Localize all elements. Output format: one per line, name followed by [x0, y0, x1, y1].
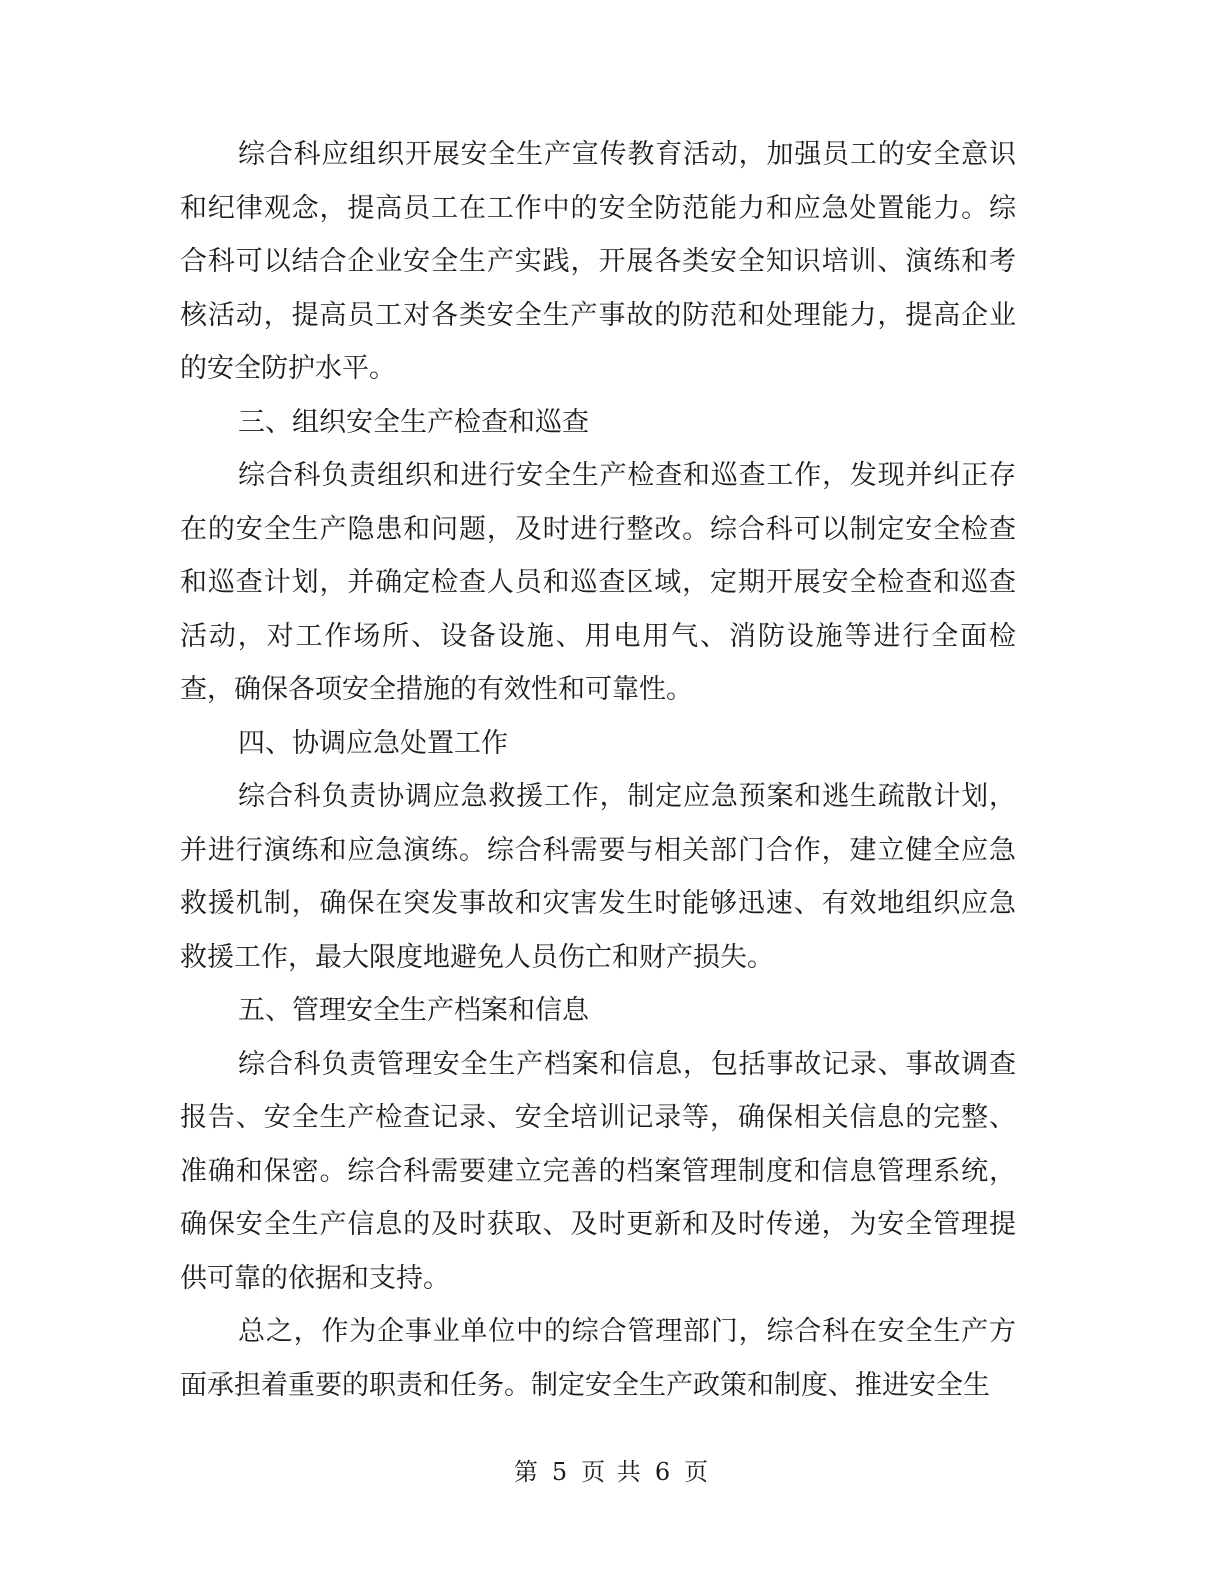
page-footer	[0, 1452, 1224, 1487]
section-heading-inspection: 三、组织安全生产检查和巡查	[238, 406, 589, 438]
footer-total-pages: 6	[654, 1458, 673, 1486]
paragraph-safety-education: 综合科应组织开展安全生产宣传教育活动，加强员工的安全意识和纪律观念，提高员工在工作中的安全防范能力和应急处置能力。综合科可以结合企业安全生产实践，开展各类安全知识培训、演练和考核活动，提高员工对各类安全生产事故的防范和处理能力，提高企业的安全防护水平。	[180, 139, 1016, 384]
paragraph-summary: 总之，作为企事业单位中的综合管理部门，综合科在安全生产方面承担着重要的职责和任务。制定安全生产政策和制度、推进安全生	[180, 1316, 1016, 1401]
paragraph-archives: 综合科负责管理安全生产档案和信息，包括事故记录、事故调查报告、安全生产检查记录、安全培训记录等，确保相关信息的完整、准确和保密。综合科需要建立完善的档案管理制度和信息管理系统，确保安全生产信息的及时获取、及时更新和及时传递，为安全管理提供可靠的依据和支持。	[180, 1048, 1016, 1294]
footer-prefix: 第	[513, 1458, 540, 1486]
footer-page-number: 5	[551, 1458, 570, 1486]
paragraph-emergency: 综合科负责协调应急救援工作，制定应急预案和逃生疏散计划，并进行演练和应急演练。综合科需要与相关部门合作，建立健全应急救援机制，确保在突发事故和灾害发生时能够迅速、有效地组织应急救援工作，最大限度地避免人员伤亡和财产损失。	[180, 781, 1016, 973]
section-heading-archives: 五、管理安全生产档案和信息	[238, 995, 589, 1026]
paragraph-inspection: 综合科负责组织和进行安全生产检查和巡查工作，发现并纠正存在的安全生产隐患和问题，及时进行整改。综合科可以制定安全检查和巡查计划，并确定检查人员和巡查区域，定期开展安全检查和巡查活动，对工作场所、设备设施、用电用气、消防设施等进行全面检查，确保各项安全措施的有效性和可靠性。	[180, 460, 1016, 705]
footer-middle: 页 共	[581, 1458, 643, 1486]
document-body	[180, 128, 1016, 1412]
section-heading-emergency: 四、协调应急处置工作	[238, 727, 508, 759]
footer-suffix: 页	[684, 1458, 711, 1486]
